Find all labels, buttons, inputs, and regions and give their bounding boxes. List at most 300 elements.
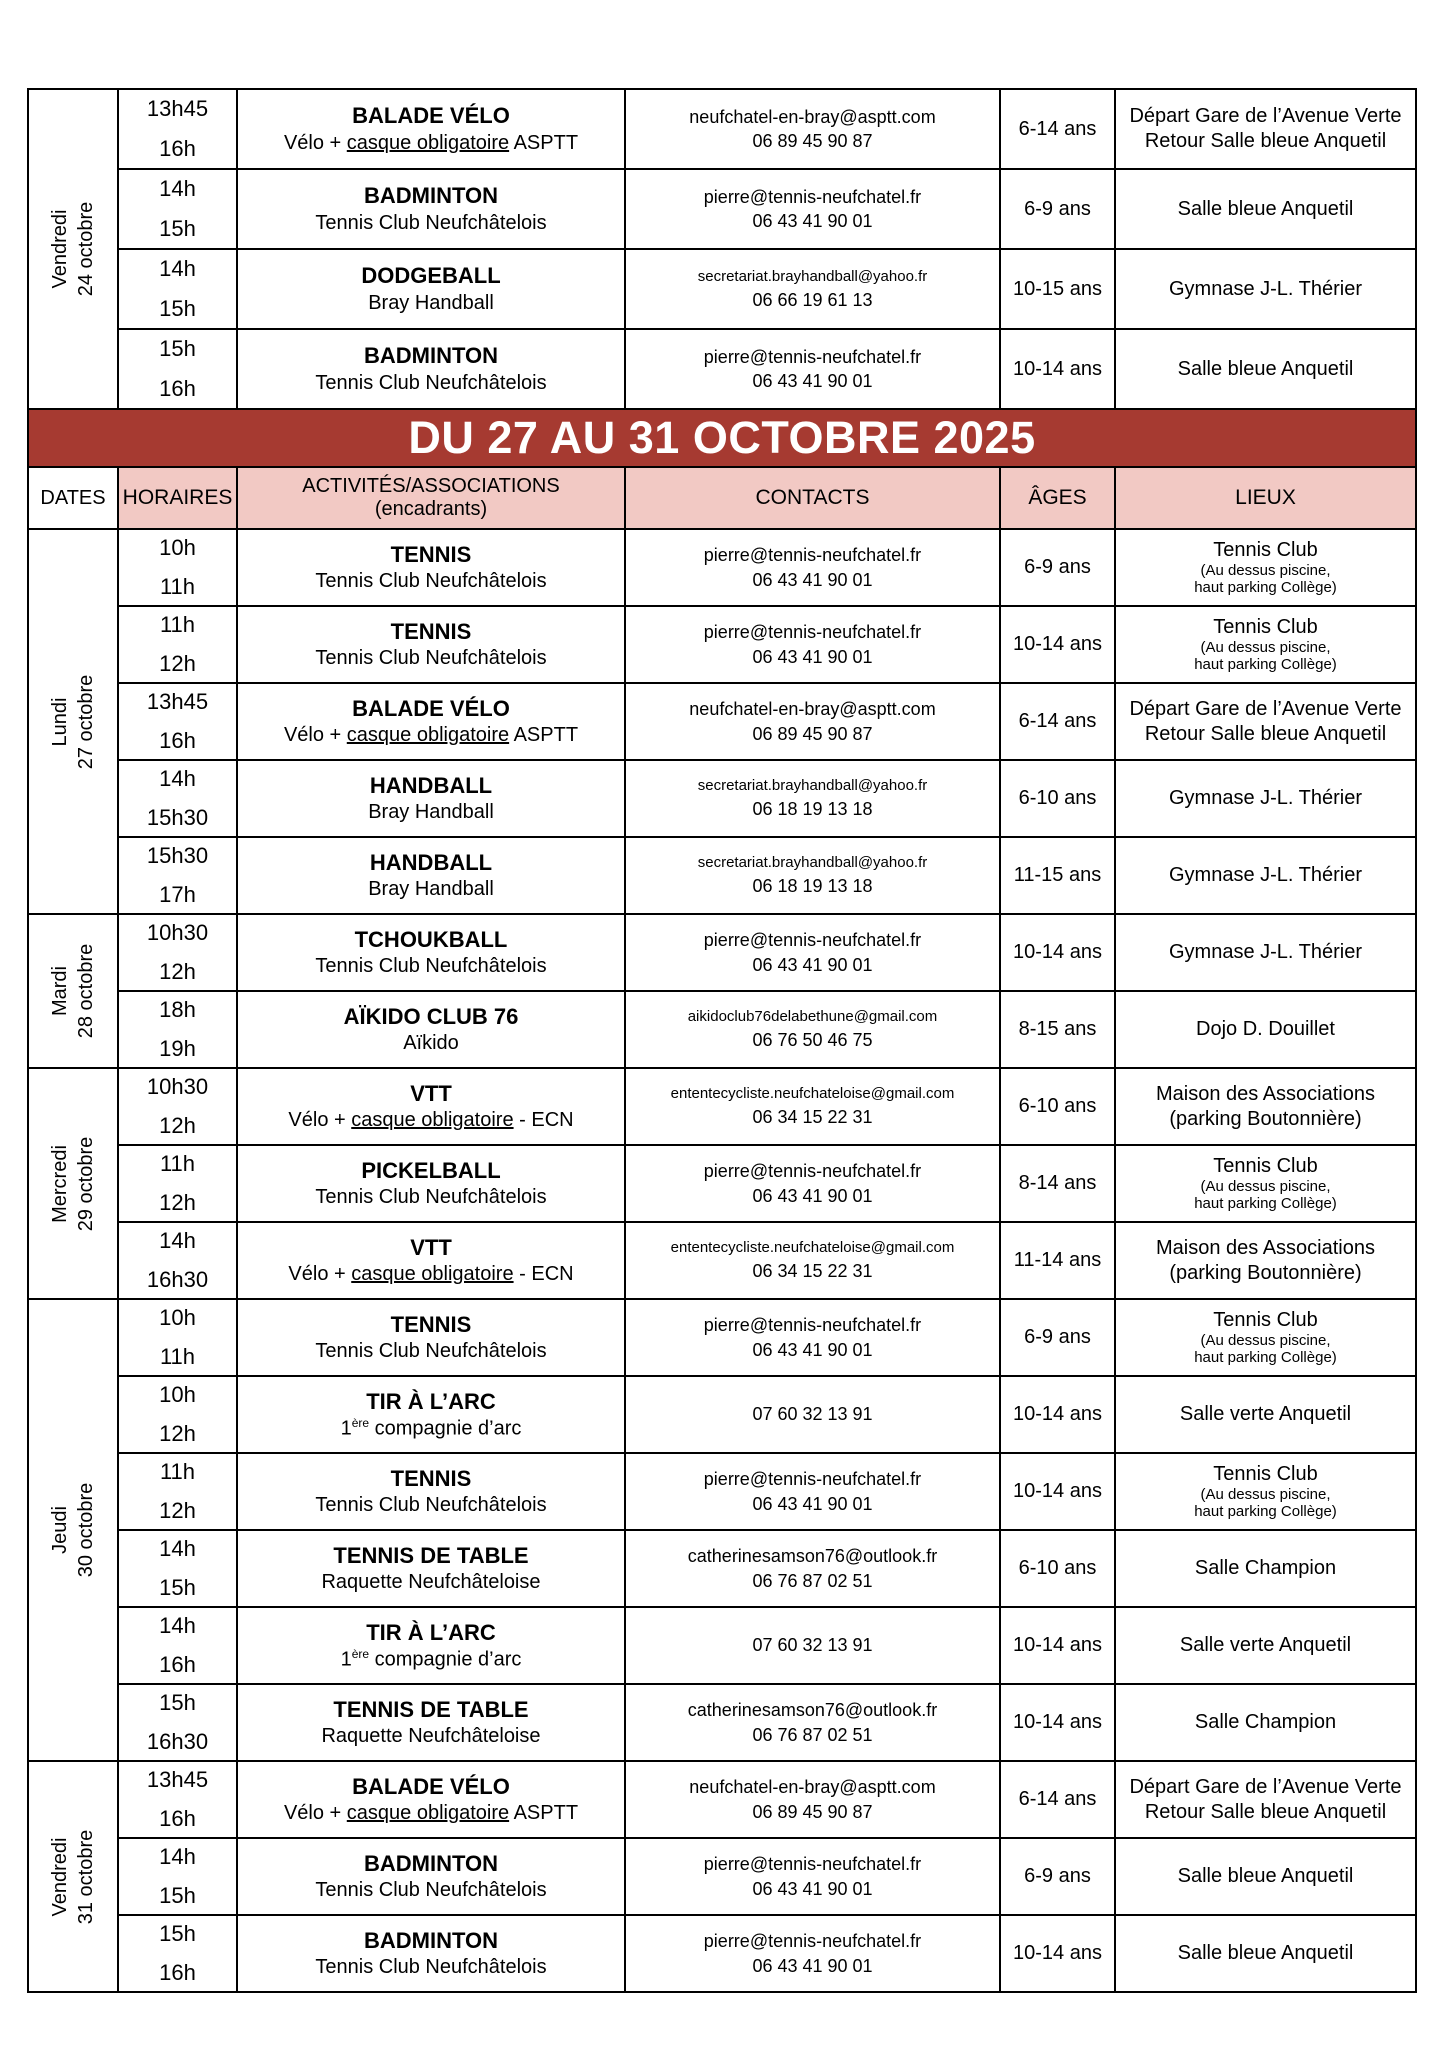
time-slot: [118, 1145, 237, 1222]
activity-cell: [237, 1222, 625, 1299]
contact-cell: [625, 1068, 1000, 1145]
activity-name: BALADE VÉLO: [352, 103, 510, 129]
association-name: Tennis Club Neufchâtelois: [315, 371, 547, 394]
contact-line: pierre@tennis-neufchatel.fr: [703, 1315, 922, 1336]
header-row: [28, 467, 1416, 529]
activity-cell: [237, 249, 625, 329]
time-line: 15h: [159, 295, 196, 321]
day-line: Lundi: [49, 697, 71, 746]
association-name: Tennis Club Neufchâtelois: [315, 1879, 547, 1902]
mid-body: [28, 409, 1416, 529]
association-name: Tennis Club Neufchâtelois: [315, 647, 547, 670]
day-cell: [28, 89, 118, 409]
day-line: 27 octobre: [75, 674, 97, 769]
activity-name: BADMINTON: [363, 1850, 499, 1876]
col-header-contacts: CONTACTS: [625, 467, 1000, 529]
time-slot: [118, 1607, 237, 1684]
location-cell: [1115, 529, 1416, 606]
activity-row: [28, 760, 1416, 837]
age-range: 10-14 ans: [1000, 1684, 1115, 1761]
contact-cell: [625, 1530, 1000, 1607]
association-name: Raquette Neufchâteloise: [321, 1725, 541, 1748]
time-line: 12h: [159, 1190, 196, 1215]
contact-line: pierre@tennis-neufchatel.fr: [703, 346, 922, 367]
age-range: 6-9 ans: [1000, 1299, 1115, 1376]
association-name: Bray Handball: [368, 801, 494, 824]
location-line: Départ Gare de l’Avenue Verte: [1129, 105, 1402, 127]
association-name: Vélo + casque obligatoire - ECN: [288, 1109, 574, 1132]
time-line: 13h45: [146, 688, 209, 714]
time-slot: [118, 1761, 237, 1838]
time-line: 11h: [159, 574, 196, 599]
schedule-table: [27, 88, 1417, 1993]
time-line: 15h: [159, 1575, 196, 1600]
location-line: Tennis Club: [1213, 1309, 1318, 1332]
location-line: haut parking Collège): [1194, 1349, 1337, 1366]
contact-cell: [625, 1838, 1000, 1915]
activity-row: [28, 249, 1416, 329]
contact-line: aikidoclub76delabethune@gmail.com: [687, 1008, 938, 1026]
activity-cell: [237, 329, 625, 409]
location-cell: [1115, 249, 1416, 329]
location-line: Tennis Club: [1213, 616, 1318, 639]
location-cell: [1115, 1838, 1416, 1915]
activity-row: [28, 1838, 1416, 1915]
time-line: 14h: [159, 1843, 196, 1869]
day-label: [47, 944, 99, 1039]
location-line: haut parking Collège): [1194, 579, 1337, 596]
week-body: [28, 529, 1416, 1992]
time-slot: [118, 169, 237, 249]
time-line: 19h: [159, 1036, 196, 1061]
time-line: 13h45: [146, 96, 209, 122]
contact-line: 06 43 41 90 01: [752, 371, 873, 391]
location-line: (Au dessus piscine,: [1200, 562, 1331, 580]
location-line: Retour Salle bleue Anquetil: [1144, 130, 1387, 152]
activity-name: TIR À L’ARC: [366, 1388, 496, 1414]
contact-cell: [625, 991, 1000, 1068]
time-line: 15h: [159, 215, 196, 241]
age-range: 6-9 ans: [1000, 169, 1115, 249]
location-line: Départ Gare de l’Avenue Verte: [1129, 697, 1402, 720]
location-line: Salle Champion: [1194, 1711, 1337, 1733]
contact-line: 06 18 19 13 18: [752, 876, 873, 897]
age-range: 10-14 ans: [1000, 1453, 1115, 1530]
day-line: 31 octobre: [75, 1829, 97, 1924]
time-line: 14h: [159, 1227, 196, 1253]
contact-cell: [625, 760, 1000, 837]
activity-row: [28, 1376, 1416, 1453]
activity-row: [28, 1607, 1416, 1684]
location-cell: [1115, 683, 1416, 760]
contact-line: 06 43 41 90 01: [752, 1878, 873, 1899]
day-label: [47, 1136, 99, 1231]
location-line: Salle verte Anquetil: [1179, 1634, 1352, 1656]
activity-cell: [237, 1915, 625, 1992]
location-line: (Au dessus piscine,: [1200, 1486, 1331, 1504]
age-range: 6-14 ans: [1000, 89, 1115, 169]
time-line: 12h: [159, 959, 196, 984]
age-range: 6-9 ans: [1000, 1838, 1115, 1915]
contact-line: ententecycliste.neufchateloise@gmail.com: [670, 1085, 955, 1103]
location-line: Salle verte Anquetil: [1179, 1403, 1352, 1425]
age-range: 6-14 ans: [1000, 683, 1115, 760]
time-line: 15h: [159, 1689, 196, 1715]
activity-name: PICKELBALL: [361, 1157, 501, 1183]
day-line: Mercredi: [49, 1144, 71, 1223]
day-cell: [28, 1299, 118, 1761]
location-line: Retour Salle bleue Anquetil: [1144, 1800, 1387, 1823]
age-range: 6-14 ans: [1000, 1761, 1115, 1838]
activity-cell: [237, 837, 625, 914]
activity-row: [28, 991, 1416, 1068]
contact-line: 06 66 19 61 13: [752, 289, 873, 310]
age-range: 10-15 ans: [1000, 249, 1115, 329]
day-cell: [28, 1068, 118, 1299]
location-line: Dojo D. Douillet: [1196, 1018, 1335, 1040]
activity-name: TCHOUKBALL: [354, 926, 508, 952]
day-cell: [28, 914, 118, 1068]
activity-name: BADMINTON: [363, 343, 499, 369]
activity-row: [28, 89, 1416, 169]
activity-name: TENNIS: [390, 618, 472, 644]
time-line: 16h30: [146, 1267, 209, 1292]
activity-name: HANDBALL: [369, 772, 493, 798]
contact-line: 06 34 15 22 31: [752, 1107, 873, 1128]
time-slot: [118, 683, 237, 760]
location-line: Départ Gare de l’Avenue Verte: [1129, 1775, 1402, 1798]
col-header-horaires: HORAIRES: [118, 467, 237, 529]
contact-line: 06 89 45 90 87: [752, 131, 873, 151]
time-slot: [118, 1684, 237, 1761]
time-line: 11h: [159, 611, 196, 637]
contact-cell: [625, 529, 1000, 606]
activity-cell: [237, 991, 625, 1068]
time-line: 16h: [159, 1806, 196, 1831]
time-line: 16h: [159, 1652, 196, 1677]
time-line: 16h: [159, 1960, 196, 1985]
day-line: 24 octobre: [75, 201, 97, 297]
activity-cell: [237, 914, 625, 991]
activity-name: VTT: [410, 1080, 452, 1106]
contact-line: secretariat.brayhandball@yahoo.fr: [697, 854, 928, 872]
activity-row: [28, 1530, 1416, 1607]
location-line: haut parking Collège): [1194, 656, 1337, 673]
contact-line: 06 89 45 90 87: [752, 723, 873, 744]
contact-line: pierre@tennis-neufchatel.fr: [703, 1854, 922, 1875]
time-line: 15h: [159, 1920, 196, 1946]
activity-cell: [237, 1068, 625, 1145]
time-slot: [118, 1299, 237, 1376]
contact-cell: [625, 1222, 1000, 1299]
time-line: 15h: [159, 1883, 196, 1908]
contact-line: 06 76 87 02 51: [752, 1724, 873, 1745]
activity-cell: [237, 1607, 625, 1684]
location-cell: [1115, 329, 1416, 409]
day-line: Mardi: [49, 965, 71, 1017]
contact-cell: [625, 1915, 1000, 1992]
association-name: Tennis Club Neufchâtelois: [315, 1494, 547, 1517]
activity-name: HANDBALL: [369, 849, 493, 875]
contact-line: 06 43 41 90 01: [752, 646, 873, 667]
time-slot: [118, 1530, 237, 1607]
time-slot: [118, 606, 237, 683]
contact-cell: [625, 683, 1000, 760]
location-cell: [1115, 1068, 1416, 1145]
activity-row: [28, 529, 1416, 606]
activity-row: [28, 1761, 1416, 1838]
day-label: [47, 674, 99, 769]
age-range: 8-15 ans: [1000, 991, 1115, 1068]
activity-row: [28, 1915, 1416, 1992]
association-name: Tennis Club Neufchâtelois: [315, 570, 547, 593]
location-line: (Au dessus piscine,: [1200, 1178, 1331, 1196]
contact-cell: [625, 1684, 1000, 1761]
time-line: 18h: [159, 996, 196, 1022]
col-header-activites-line1: ACTIVITÉS/ASSOCIATIONS: [302, 475, 560, 497]
time-line: 16h: [159, 728, 196, 753]
activity-row: [28, 837, 1416, 914]
contact-line: 06 34 15 22 31: [752, 1261, 873, 1282]
location-line: Salle bleue Anquetil: [1177, 1865, 1354, 1887]
contact-line: 06 43 41 90 01: [752, 1493, 873, 1514]
location-cell: [1115, 606, 1416, 683]
location-line: Salle bleue Anquetil: [1177, 197, 1354, 220]
location-cell: [1115, 1530, 1416, 1607]
association-name: Vélo + casque obligatoire ASPTT: [283, 1802, 579, 1825]
day-line: 29 octobre: [75, 1136, 97, 1231]
age-range: 10-14 ans: [1000, 329, 1115, 409]
contact-line: pierre@tennis-neufchatel.fr: [703, 622, 922, 643]
activity-cell: [237, 89, 625, 169]
time-line: 14h: [159, 256, 196, 282]
contact-cell: [625, 1761, 1000, 1838]
time-slot: [118, 991, 237, 1068]
activity-row: [28, 1145, 1416, 1222]
time-line: 14h: [159, 176, 196, 202]
contact-line: neufchatel-en-bray@asptt.com: [689, 106, 936, 127]
age-range: 11-15 ans: [1000, 837, 1115, 914]
time-slot: [118, 1222, 237, 1299]
activity-name: AÏKIDO CLUB 76: [343, 1003, 519, 1029]
time-line: 17h: [159, 882, 196, 907]
activity-name: VTT: [410, 1234, 452, 1260]
location-cell: [1115, 1145, 1416, 1222]
time-slot: [118, 837, 237, 914]
time-line: 10h: [159, 534, 196, 560]
time-slot: [118, 1453, 237, 1530]
activity-name: TENNIS DE TABLE: [333, 1696, 529, 1722]
association-name: Tennis Club Neufchâtelois: [315, 1186, 547, 1209]
time-line: 14h: [159, 1612, 196, 1638]
association-name: Raquette Neufchâteloise: [321, 1571, 541, 1594]
time-line: 11h: [159, 1458, 196, 1484]
time-line: 10h30: [146, 919, 209, 945]
age-range: 6-9 ans: [1000, 529, 1115, 606]
location-line: Retour Salle bleue Anquetil: [1144, 722, 1387, 745]
location-cell: [1115, 1222, 1416, 1299]
time-line: 12h: [159, 1113, 196, 1138]
activity-name: BADMINTON: [363, 1927, 499, 1953]
contact-cell: [625, 1607, 1000, 1684]
age-range: 8-14 ans: [1000, 1145, 1115, 1222]
time-line: 16h30: [146, 1729, 209, 1754]
time-line: 14h: [159, 765, 196, 791]
activity-cell: [237, 1299, 625, 1376]
col-header-lieux: LIEUX: [1115, 467, 1416, 529]
time-slot: [118, 249, 237, 329]
association-name: Bray Handball: [368, 878, 494, 901]
contact-line: 06 76 87 02 51: [752, 1570, 873, 1591]
location-line: Salle bleue Anquetil: [1177, 1942, 1354, 1964]
day-line: 28 octobre: [75, 943, 97, 1039]
activity-cell: [237, 760, 625, 837]
association-name: Aïkido: [403, 1032, 459, 1055]
activity-cell: [237, 1453, 625, 1530]
location-line: Gymnase J-L. Thérier: [1168, 277, 1363, 300]
time-slot: [118, 329, 237, 409]
contact-line: pierre@tennis-neufchatel.fr: [703, 186, 922, 207]
activity-cell: [237, 529, 625, 606]
activity-cell: [237, 1145, 625, 1222]
time-line: 15h30: [146, 805, 209, 830]
activity-cell: [237, 606, 625, 683]
day-label: [47, 1829, 99, 1924]
activity-cell: [237, 683, 625, 760]
contact-cell: [625, 914, 1000, 991]
association-name: Tennis Club Neufchâtelois: [315, 1340, 547, 1363]
contact-line: 06 76 50 46 75: [752, 1030, 873, 1051]
location-line: haut parking Collège): [1194, 1195, 1337, 1212]
activity-row: [28, 683, 1416, 760]
location-line: Tennis Club: [1213, 1463, 1318, 1486]
activity-row: [28, 1222, 1416, 1299]
time-line: 12h: [159, 1498, 196, 1523]
association-name: Tennis Club Neufchâtelois: [315, 1956, 547, 1979]
day-line: Vendredi: [49, 1837, 71, 1916]
location-cell: [1115, 760, 1416, 837]
contact-line: 06 43 41 90 01: [752, 1185, 873, 1206]
contact-line: 06 43 41 90 01: [752, 1339, 873, 1360]
day-line: Jeudi: [49, 1506, 71, 1554]
contact-line: pierre@tennis-neufchatel.fr: [703, 930, 922, 951]
activity-cell: [237, 169, 625, 249]
col-header-activites: [237, 467, 625, 529]
contact-line: 06 43 41 90 01: [752, 569, 873, 590]
time-line: 16h: [159, 375, 196, 401]
age-range: 6-10 ans: [1000, 1530, 1115, 1607]
contact-line: pierre@tennis-neufchatel.fr: [703, 545, 922, 566]
contact-line: pierre@tennis-neufchatel.fr: [703, 1931, 922, 1952]
association-name: Vélo + casque obligatoire ASPTT: [283, 131, 579, 154]
activity-row: [28, 914, 1416, 991]
day-line: Vendredi: [49, 209, 71, 289]
day-label: [47, 202, 99, 297]
time-line: 13h45: [146, 1766, 209, 1792]
location-cell: [1115, 1453, 1416, 1530]
contact-cell: [625, 1376, 1000, 1453]
time-line: 16h: [159, 135, 196, 161]
time-line: 12h: [159, 651, 196, 676]
banner-title: DU 27 AU 31 OCTOBRE 2025: [28, 409, 1416, 467]
time-line: 11h: [159, 1150, 196, 1176]
contact-cell: [625, 1145, 1000, 1222]
location-line: Salle bleue Anquetil: [1177, 357, 1354, 380]
location-cell: [1115, 1761, 1416, 1838]
contact-line: 06 18 19 13 18: [752, 799, 873, 820]
banner-row: [28, 409, 1416, 467]
contact-line: 06 43 41 90 01: [752, 954, 873, 975]
contact-line: 06 89 45 90 87: [752, 1801, 873, 1822]
association-name: Vélo + casque obligatoire - ECN: [288, 1263, 574, 1286]
activity-name: TENNIS: [390, 541, 472, 567]
time-slot: [118, 1838, 237, 1915]
age-range: 10-14 ans: [1000, 914, 1115, 991]
activity-row: [28, 169, 1416, 249]
time-line: 10h: [159, 1381, 196, 1407]
activity-name: BADMINTON: [363, 183, 499, 209]
location-line: Gymnase J-L. Thérier: [1168, 941, 1363, 963]
association-name: Vélo + casque obligatoire ASPTT: [283, 724, 579, 747]
location-line: Salle Champion: [1194, 1557, 1337, 1579]
contact-line: neufchatel-en-bray@asptt.com: [689, 1777, 936, 1798]
day-cell: [28, 1761, 118, 1992]
time-slot: [118, 1068, 237, 1145]
location-line: Tennis Club: [1213, 1155, 1318, 1178]
time-line: 10h30: [146, 1073, 209, 1099]
activity-cell: [237, 1376, 625, 1453]
activity-row: [28, 1299, 1416, 1376]
time-line: 14h: [159, 1535, 196, 1561]
contact-line: pierre@tennis-neufchatel.fr: [703, 1161, 922, 1182]
activity-name: TENNIS: [390, 1465, 472, 1491]
age-range: 10-14 ans: [1000, 606, 1115, 683]
activity-row: [28, 1453, 1416, 1530]
time-slot: [118, 1376, 237, 1453]
time-line: 11h: [159, 1344, 196, 1369]
association-name: Tennis Club Neufchâtelois: [315, 955, 547, 978]
location-cell: [1115, 1915, 1416, 1992]
day-cell: [28, 529, 118, 914]
day-line: 30 octobre: [75, 1482, 97, 1578]
contact-cell: [625, 249, 1000, 329]
activity-row: [28, 1068, 1416, 1145]
contact-line: 06 43 41 90 01: [752, 211, 873, 231]
contact-cell: [625, 169, 1000, 249]
col-header-ages: ÂGES: [1000, 467, 1115, 529]
location-line: (parking Boutonnière): [1169, 1261, 1362, 1284]
association-name: Tennis Club Neufchâtelois: [315, 211, 547, 234]
location-line: Maison des Associations: [1155, 1236, 1375, 1259]
location-cell: [1115, 169, 1416, 249]
contact-line: neufchatel-en-bray@asptt.com: [689, 699, 936, 720]
contact-line: 07 60 32 13 91: [752, 1635, 873, 1656]
contact-line: secretariat.brayhandball@yahoo.fr: [697, 777, 928, 795]
activity-cell: [237, 1761, 625, 1838]
location-cell: [1115, 1376, 1416, 1453]
time-slot: [118, 89, 237, 169]
association-name: 1ère compagnie d’arc: [340, 1415, 522, 1440]
location-cell: [1115, 1684, 1416, 1761]
time-slot: [118, 529, 237, 606]
time-line: 15h: [159, 336, 196, 362]
activity-name: BALADE VÉLO: [352, 1773, 510, 1799]
location-cell: [1115, 914, 1416, 991]
location-line: Maison des Associations: [1155, 1082, 1375, 1105]
time-line: 15h30: [146, 842, 209, 868]
location-cell: [1115, 991, 1416, 1068]
activity-row: [28, 606, 1416, 683]
